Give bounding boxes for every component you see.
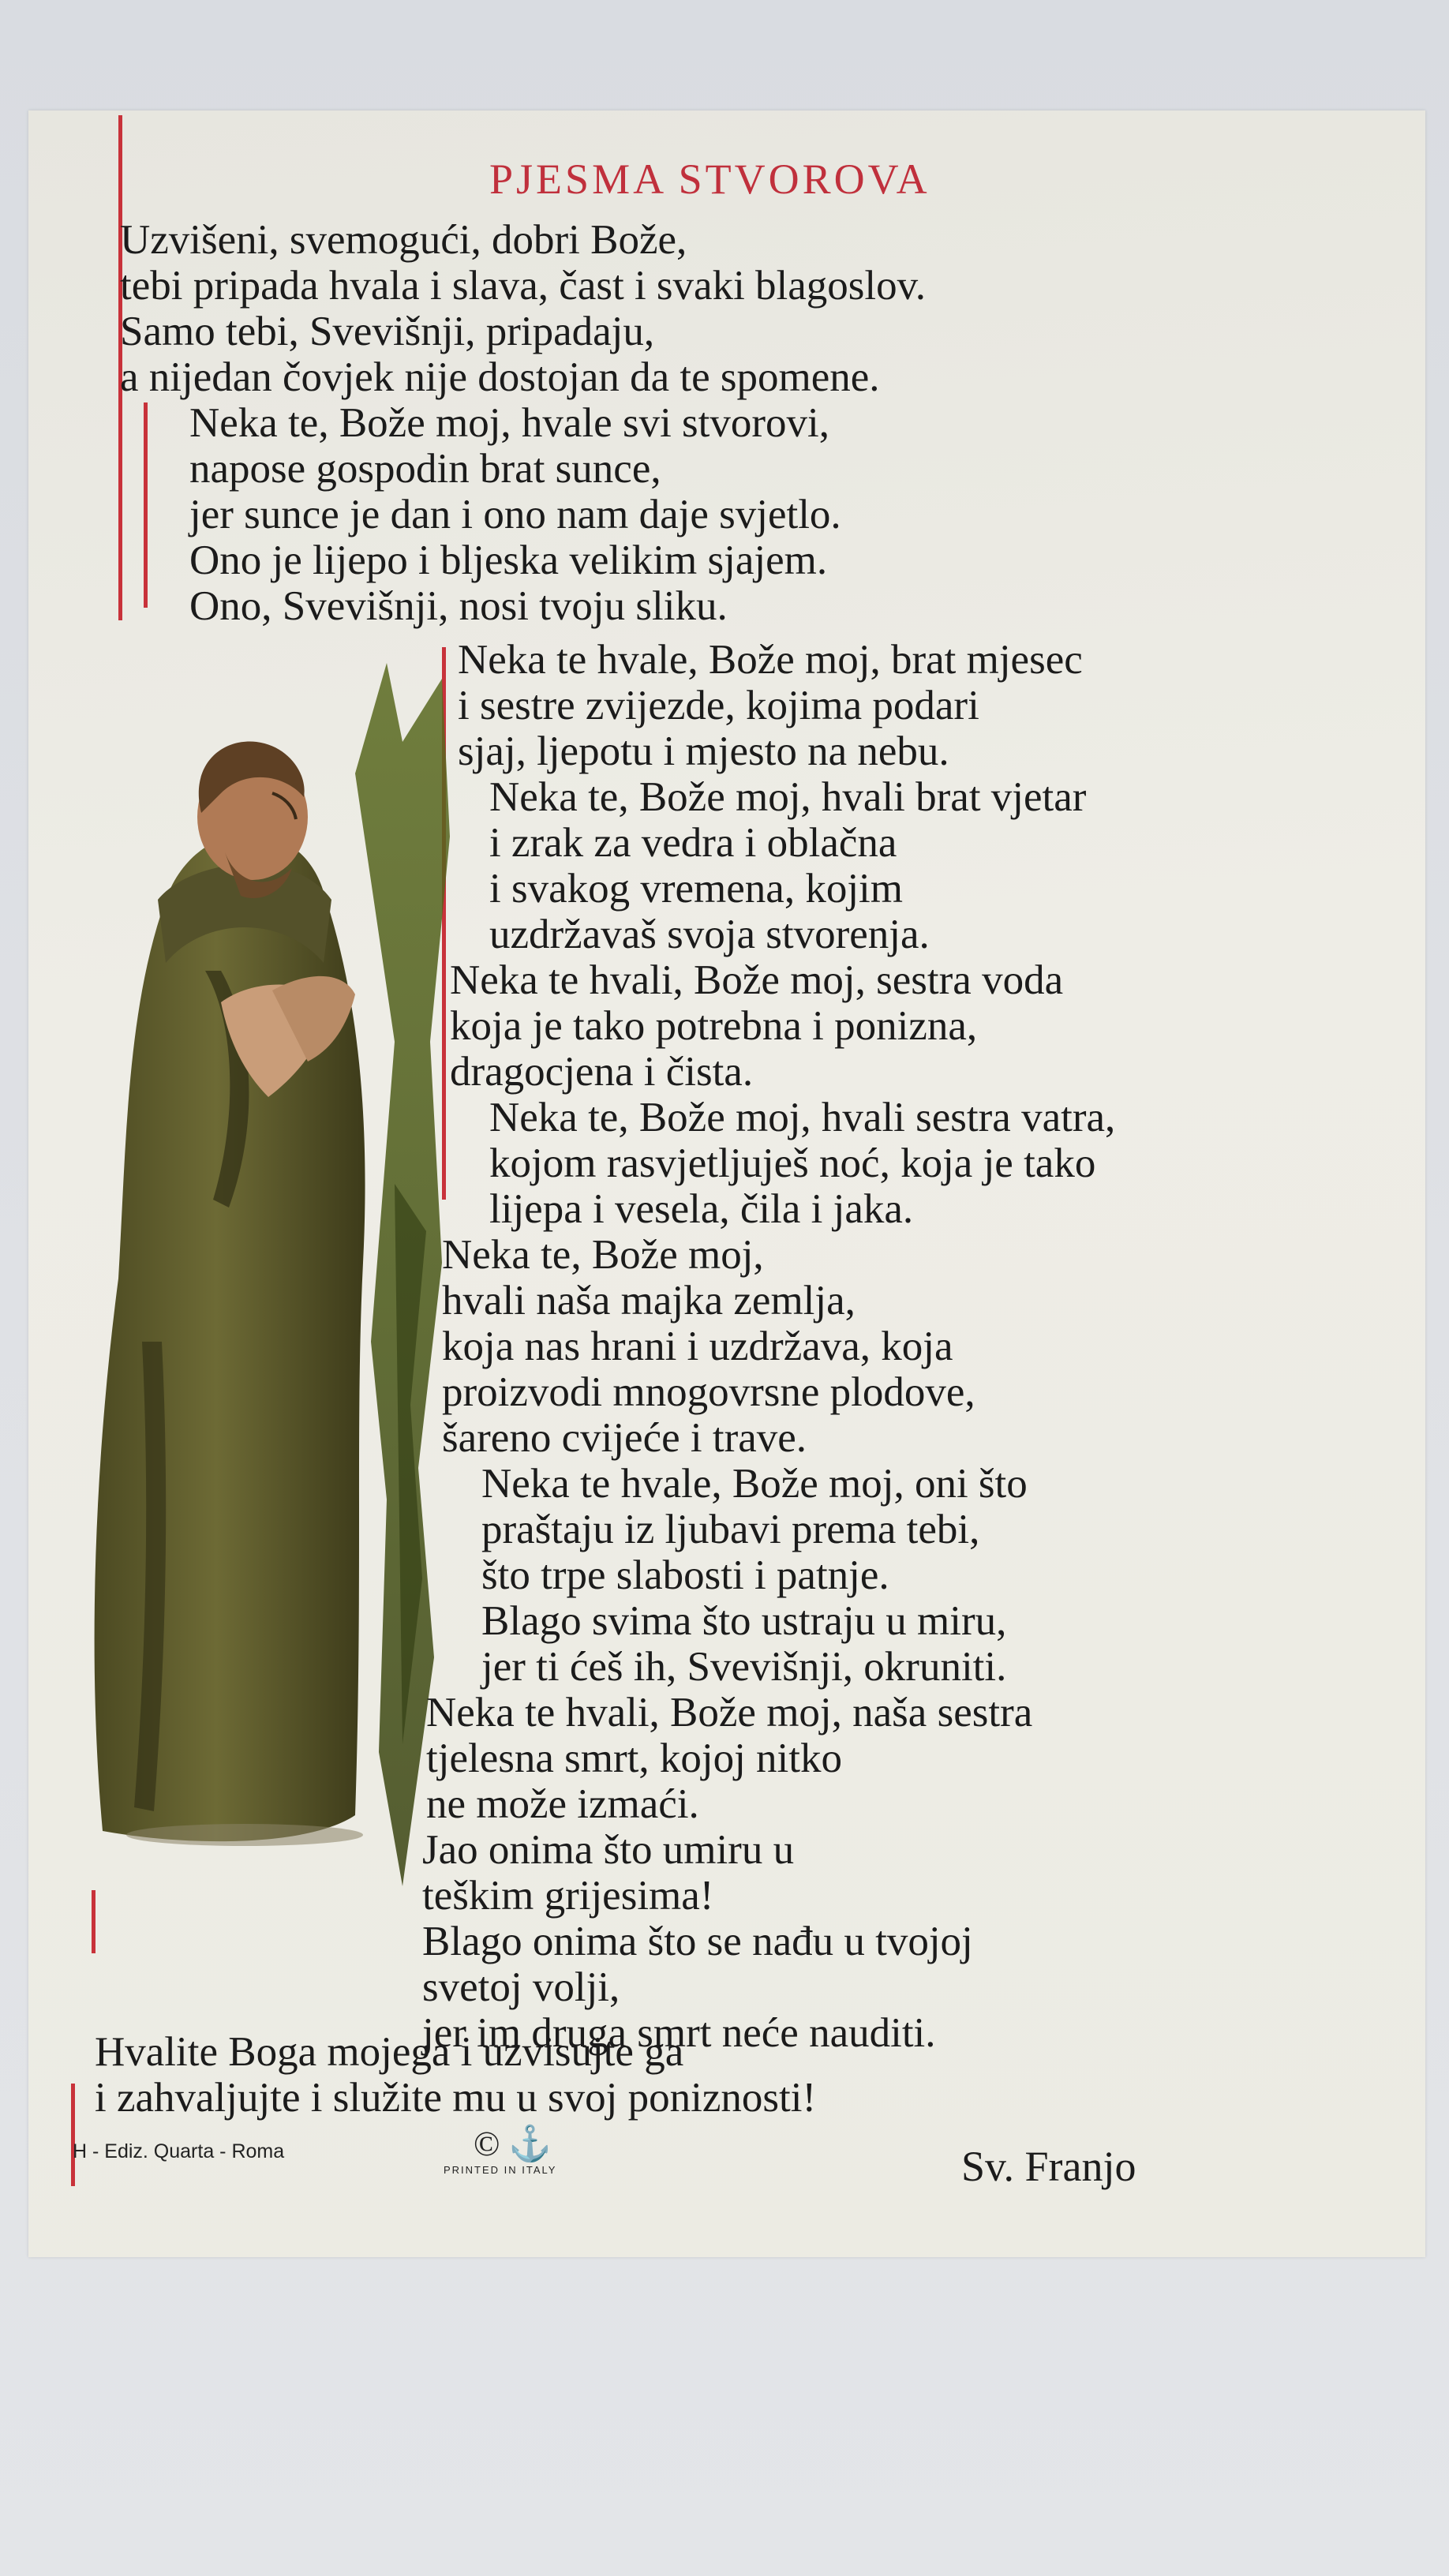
poem-line: i svakog vremena, kojim: [489, 866, 903, 912]
poem-line: Neka te, Bože moj, hvali sestra vatra,: [489, 1095, 1116, 1140]
copyright-anchor-icon: © ⚓: [474, 2125, 552, 2163]
poem-line: tebi pripada hvala i slava, čast i svaki blagoslov.: [120, 263, 926, 309]
poem-line: a nijedan čovjek nije dostojan da te spomene.: [120, 354, 880, 400]
poem-line: Neka te, Bože moj, hvali brat vjetar: [489, 774, 1087, 820]
poem-line: Samo tebi, Svevišnji, pripadaju,: [120, 309, 655, 354]
poem-line: šareno cvijeće i trave.: [442, 1415, 807, 1461]
poem-line: i zrak za vedra i oblačna: [489, 820, 897, 866]
copyright-mark: [434, 2123, 600, 2178]
poem-line: Neka te hvale, Bože moj, brat mjesec: [458, 637, 1083, 683]
poem-line: Hvalite Boga mojega i uzvisujte ga: [95, 2029, 684, 2075]
poem-line: Neka te hvali, Bože moj, sestra voda: [450, 957, 1064, 1003]
publisher-imprint: H - Ediz. Quarta - Roma: [73, 2140, 285, 2162]
poem-line: jer im druga smrt neće nauditi.: [422, 2010, 936, 2056]
poem-line: napose gospodin brat sunce,: [189, 446, 661, 492]
poem-line: dragocjena i čista.: [450, 1049, 754, 1095]
poem-line: Blago svima što ustraju u miru,: [481, 1598, 1007, 1644]
poem-line: sjaj, ljepotu i mjesto na nebu.: [458, 728, 949, 774]
poem-line: lijepa i vesela, čila i jaka.: [489, 1186, 914, 1232]
poem-line: Neka te, Bože moj,: [442, 1232, 764, 1278]
poem-line: i zahvaljujte i služite mu u svoj poniznosti!: [95, 2075, 817, 2121]
poem-line: uzdržavaš svoja stvorenja.: [489, 912, 930, 957]
poem-line: Blago onima što se nađu u tvojoj: [422, 1919, 973, 1964]
saint-francis-illustration: [71, 631, 458, 1902]
poem-line: Ono je lijepo i bljeska velikim sjajem.: [189, 537, 828, 583]
poem-line: tjelesna smrt, kojoj nitko: [426, 1735, 842, 1781]
poem-line: svetoj volji,: [422, 1964, 620, 2010]
poem-line: što trpe slabosti i patnje.: [481, 1552, 889, 1598]
margin-rule: [144, 402, 148, 608]
poem-line: koja nas hrani i uzdržava, koja: [442, 1324, 953, 1369]
poem-line: Jao onima što umiru u: [422, 1827, 795, 1873]
poem-line: kojom rasvjetljuješ noć, koja je tako: [489, 1140, 1096, 1186]
poem-line: i sestre zvijezde, kojima podari: [458, 683, 979, 728]
poem-line: Neka te hvali, Bože moj, naša sestra: [426, 1690, 1033, 1735]
margin-rule: [71, 2084, 75, 2186]
poem-line: ne može izmaći.: [426, 1781, 699, 1827]
author-signature: Sv. Franjo: [961, 2143, 1136, 2190]
poem-line: Ono, Svevišnji, nosi tvoju sliku.: [189, 583, 728, 629]
poem-line: Neka te hvale, Bože moj, oni što: [481, 1461, 1028, 1507]
poem-line: hvali naša majka zemlja,: [442, 1278, 856, 1324]
poem-line: jer ti ćeš ih, Svevišnji, okruniti.: [481, 1644, 1007, 1690]
poem-line: praštaju iz ljubavi prema tebi,: [481, 1507, 980, 1552]
poem-line: Uzvišeni, svemogući, dobri Bože,: [120, 217, 687, 263]
poem-line: koja je tako potrebna i ponizna,: [450, 1003, 978, 1049]
poem-line: proizvodi mnogovrsne plodove,: [442, 1369, 975, 1415]
poem-line: jer sunce je dan i ono nam daje svjetlo.: [189, 492, 841, 537]
poem-line: teškim grijesima!: [422, 1873, 714, 1919]
printed-in-italy: PRINTED IN ITALY: [444, 2164, 557, 2176]
poem-line: Neka te, Bože moj, hvale svi stvorovi,: [189, 400, 830, 446]
poem-title: PJESMA STVOROVA: [489, 155, 930, 203]
